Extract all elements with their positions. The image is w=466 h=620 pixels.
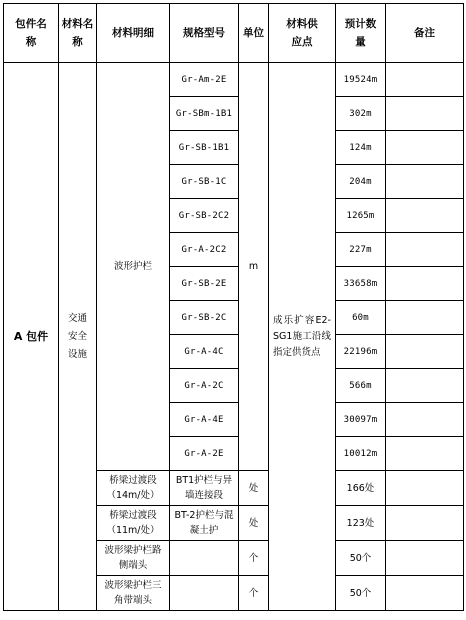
qty-cell <box>336 403 386 437</box>
spec-cell <box>170 506 239 541</box>
spec-value: BT-2护栏与混凝土护 <box>174 510 234 536</box>
guardrail-unit: m <box>248 261 259 272</box>
qty-cell <box>336 267 386 301</box>
supplier-name: 成乐扩容E2-SG1施工沿线指定供货点 <box>273 314 331 358</box>
package-cell <box>4 63 59 611</box>
note-cell <box>386 471 464 506</box>
spec-value: Gr-SBm-1B1 <box>175 108 233 119</box>
unit-value: 个 <box>248 552 259 564</box>
note-cell <box>386 131 464 165</box>
note-cell <box>386 369 464 403</box>
spec-value: Gr-SB-2C <box>181 312 227 323</box>
note-cell <box>386 403 464 437</box>
spec-value: BT1护栏与异墙连接段 <box>175 475 233 501</box>
spec-cell <box>170 63 239 97</box>
detail-cell <box>97 506 170 541</box>
qty-value: 60m <box>352 312 369 323</box>
qty-cell <box>336 233 386 267</box>
spec-cell <box>170 437 239 471</box>
unit-cell <box>239 63 269 471</box>
unit-cell <box>239 506 269 541</box>
qty-cell <box>336 437 386 471</box>
detail-cell <box>97 541 170 576</box>
materials-table <box>3 3 464 611</box>
spec-cell <box>170 233 239 267</box>
spec-cell <box>170 471 239 506</box>
detail-cell <box>97 576 170 611</box>
note-cell <box>386 267 464 301</box>
spec-cell <box>170 335 239 369</box>
detail-value: 桥梁过渡段（11m/处） <box>106 510 160 536</box>
spec-value: Gr-Am-2E <box>181 74 227 85</box>
qty-value: 204m <box>349 176 372 187</box>
header-note: 备注 <box>386 4 464 63</box>
header-package: 包件名称 <box>4 4 59 63</box>
qty-value: 50个 <box>349 587 372 599</box>
qty-cell <box>336 369 386 403</box>
header-row <box>4 4 464 63</box>
qty-value: 124m <box>349 142 372 153</box>
unit-cell <box>239 576 269 611</box>
qty-value: 566m <box>349 380 372 391</box>
qty-value: 50个 <box>349 552 372 564</box>
note-cell <box>386 506 464 541</box>
qty-value: 30097m <box>343 414 378 425</box>
unit-value: 处 <box>248 517 259 529</box>
note-cell <box>386 199 464 233</box>
note-cell <box>386 576 464 611</box>
unit-value: 处 <box>248 482 259 494</box>
spec-value: Gr-SB-2C2 <box>178 210 230 221</box>
spec-cell <box>170 369 239 403</box>
qty-cell <box>336 63 386 97</box>
spec-cell <box>170 541 239 576</box>
spec-cell <box>170 301 239 335</box>
detail-value: 波形梁护栏三角带端头 <box>104 580 162 606</box>
spec-value: Gr-SB-1B1 <box>178 142 230 153</box>
header-unit: 单位 <box>239 4 269 63</box>
table-row <box>4 63 464 97</box>
spec-value: Gr-A-2E <box>184 448 224 459</box>
material-cell <box>59 63 97 611</box>
note-cell <box>386 541 464 576</box>
spec-cell <box>170 267 239 301</box>
spec-value: Gr-SB-2E <box>181 278 227 289</box>
material-name: 交通安全设施 <box>67 312 87 360</box>
qty-cell <box>336 541 386 576</box>
detail-cell <box>97 63 170 471</box>
header-spec: 规格型号 <box>170 4 239 63</box>
note-cell <box>386 63 464 97</box>
qty-value: 22196m <box>343 346 378 357</box>
spec-value: Gr-A-2C2 <box>181 244 227 255</box>
spec-cell <box>170 131 239 165</box>
detail-cell <box>97 471 170 506</box>
note-cell <box>386 165 464 199</box>
qty-cell <box>336 97 386 131</box>
note-cell <box>386 335 464 369</box>
qty-cell <box>336 576 386 611</box>
qty-cell <box>336 301 386 335</box>
qty-value: 123处 <box>346 517 375 529</box>
spec-cell <box>170 576 239 611</box>
qty-value: 227m <box>349 244 372 255</box>
detail-value: 桥梁过渡段（14m/处） <box>106 475 160 501</box>
note-cell <box>386 437 464 471</box>
guardrail-detail: 波形护栏 <box>113 261 152 272</box>
header-material: 材料名称 <box>59 4 97 63</box>
qty-value: 33658m <box>343 278 378 289</box>
note-cell <box>386 97 464 131</box>
qty-cell <box>336 335 386 369</box>
qty-cell <box>336 199 386 233</box>
spec-cell <box>170 165 239 199</box>
spec-cell <box>170 97 239 131</box>
unit-cell <box>239 541 269 576</box>
unit-value: 个 <box>248 587 259 599</box>
qty-cell <box>336 471 386 506</box>
qty-value: 302m <box>349 108 372 119</box>
qty-cell <box>336 165 386 199</box>
header-detail: 材料明细 <box>97 4 170 63</box>
header-qty: 预计数量 <box>336 4 386 63</box>
spec-cell <box>170 199 239 233</box>
qty-value: 10012m <box>343 448 378 459</box>
qty-value: 19524m <box>343 74 378 85</box>
header-supplier: 材料供应点 <box>269 4 336 63</box>
package-name: A 包件 <box>13 329 49 343</box>
qty-value: 166处 <box>346 482 375 494</box>
spec-value: Gr-A-2C <box>184 380 224 391</box>
spec-value: Gr-A-4C <box>184 346 224 357</box>
qty-cell <box>336 131 386 165</box>
note-cell <box>386 301 464 335</box>
spec-cell <box>170 403 239 437</box>
note-cell <box>386 233 464 267</box>
supplier-cell <box>269 63 336 611</box>
detail-value: 波形梁护栏路侧端头 <box>104 545 162 571</box>
qty-value: 1265m <box>346 210 375 221</box>
qty-cell <box>336 506 386 541</box>
spec-value: Gr-A-4E <box>184 414 224 425</box>
unit-cell <box>239 471 269 506</box>
spec-value: Gr-SB-1C <box>181 176 227 187</box>
